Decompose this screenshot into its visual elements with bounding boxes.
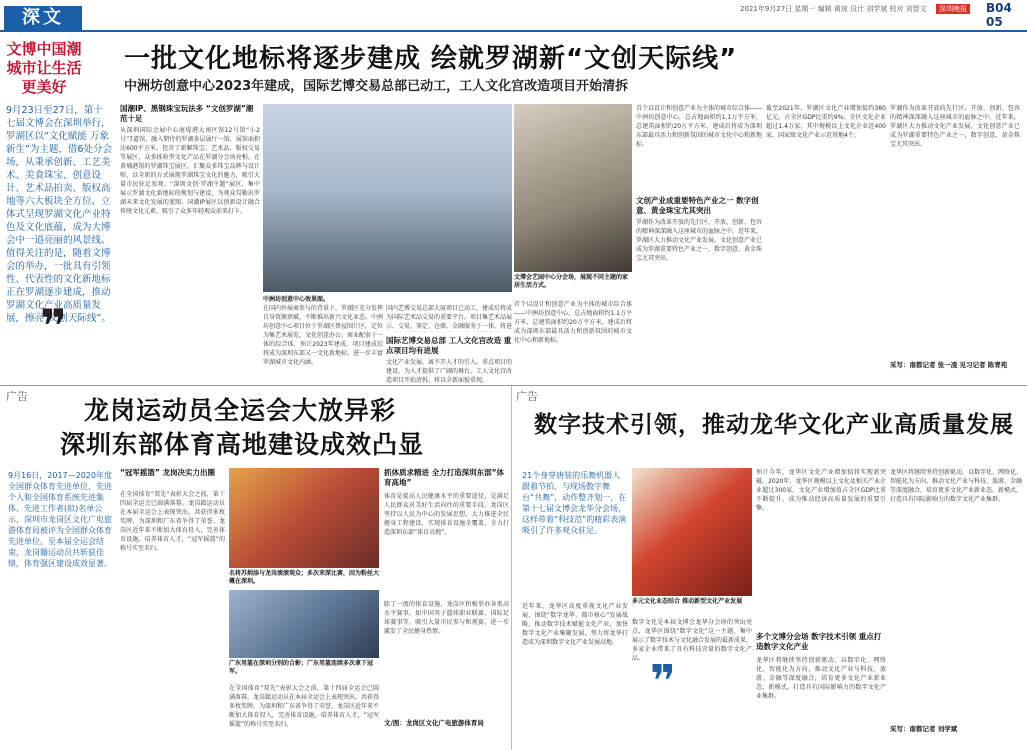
col9-text: 罗湖作为改革开放的先行区，开放、创新、包容的精神深深融入这座城市的血脉之中。近年来，罗湖区大力推动文化产业发展，文化创意产业已成为罗湖重要特色产业之一，数字创意、黄金珠宝尤其突出。 <box>890 105 1020 148</box>
lion-dance-photo <box>632 468 752 596</box>
ad-right-col1: 数字文化是本届文博会龙华分会场的突出亮点，龙华区围绕“数字文化”这一主题，集中展示了数字技术与文化融合发展的最新成果，多家企业带来了具有科技含量的数字文化产品。 <box>632 619 752 662</box>
photo-left-caption: 中洲坊创意中心效果图。 <box>263 296 330 303</box>
ad-right-col3b: 龙华区将继续坚持创新驱动，以数字化、网络化、智能化为方向，推动文化产业与科技、旅游、金融等深度融合，培育更多文化产业新业态、新模式，打造具有国际影响力的数字文化产业集群。 <box>756 657 886 700</box>
top-byline: 采写：南都记者 张一凌 见习记者 陈青苑 <box>890 361 1008 369</box>
ad-left-col1: 在全国体育“双先”表彰大会之前，第十四届全运会已圆满落幕。龙岗籍运动员在本届全运会上表现突出，共获得多枚奖牌，为深圳和广东省争得了荣誉。龙岗区近年来不断加大体育投入，完善体育设施，培养体育人才，“冠军摇篮”的称号实至名归。 <box>120 491 225 552</box>
quote-mark-icon: ❞ <box>40 299 67 353</box>
ad-left-byline: 文/图：龙岗区文化广电旅游体育局 <box>384 719 484 727</box>
ad-divider <box>511 386 512 750</box>
col5-subtitle: 国际艺博交易总部 工人文化宫改造 重点项目均有进展 <box>386 336 512 355</box>
ad-left-lead: 9月16日，2017—2020年度全国群众体育先进单位、先进个人和全国体育系统先进集体、先进工作者(拟)名单公示，深圳市龙岗区文化广电旅游体育局被评为全国群众体育先进单位。至本届全运会结束，龙岗籍运动员共斩获佳绩，体育强区建设成效显著。 <box>8 471 112 568</box>
ad-left-col4: 除了一流的体育设施，龙岗区积极举办各类高水平赛事，如中国男子篮球职业联赛、国际足球赛事等，吸引大量市民参与和观赛，进一步激发了全民健身热情。 <box>384 601 509 635</box>
col1-subtitle: 国潮IP、黑钢珠宝玩法多 “文创罗湖”潮范十足 <box>120 104 254 123</box>
ad-left-col3: 体育是提高人民健康水平的重要途径，是满足人民群众对美好生活向往的重要手段。龙岗区坚持以人民为中心的发展思想，大力推进全民健身工程建设，实现体育设施全覆盖，全力打造深圳东部“体育高地”。 <box>384 493 509 536</box>
dateline: 2021年9月27日 星期一 编辑 黄琼 设计 刘学斌 校对 刘智文 <box>740 5 927 13</box>
col7-subtitle: 文创产业成重要特色产业之一 数字创意、黄金珠宝尤其突出 <box>636 196 759 215</box>
ad-left-sub1: “冠军摇篮” 龙岗决实力出圈 <box>120 468 215 477</box>
section-divider <box>0 385 1027 386</box>
ad-left-caption1: 名将苏炳添与龙岗滚滚观众；多次来深比赛，因为粉丝大概在深圳。 <box>229 570 380 585</box>
ad-left-title-1: 龙岗运动员全运会大放异彩 <box>84 396 397 425</box>
section-tag: 深文 <box>4 6 82 30</box>
ad-left-caption2: 广东男篮在深圳分别的合影；广东男篮连续多次拿下冠军。 <box>229 660 374 675</box>
col5b-text: 首个以设计和创意产业为主体的城市综合体——中洲坊创意中心，总占地面积约1.1万平方米，总建筑面积约20万平方米，建成后将成为深圳东部最具活力和创新氛围的城市文化中心和新地标。 <box>514 301 632 344</box>
ad-right-byline: 采写：南都记者 刘学斌 <box>890 725 958 733</box>
ad-right-caption: 多元文化业态结合 推动新型文化产业发展 <box>632 598 743 605</box>
team-photo <box>229 590 379 658</box>
top-lead: 9月23日至27日，第十七届文博会在深圳举行，罗湖区以“文化赋能 万象新生”为主题，借6处分会场，从秉承创新、工艺美术、美食珠宝、创意设计、艺术品拍卖、版权高地等六大板块全方位、立体式呈现罗湖文化产业特色及文化底蕴，成为大博会中一道亮丽的风景线。值得关注的是，随着文博会的举办，一批具有引领性、代表性的文化新地标正在罗湖逐步建成，推动罗湖文化产业高质量发展，擦亮“文创天际线”。 <box>6 105 112 324</box>
ad-right-title: 数字技术引领，推动龙华文化产业高质量发展 <box>534 412 1014 438</box>
page-subhead: 中洲坊创意中心2023年建成，国际艺博交易总部已动工，工人文化宫改造项目开始清拆 <box>124 79 629 94</box>
page-number: B04 05 <box>986 1 1012 29</box>
ad-right-tag: 广告 <box>516 390 538 403</box>
col3-text: 在国内外展商参与的背景下，罗湖区充分发挥自身资源禀赋，不断推出新兴文化业态。中洲坊创意中心项目位于罗湖区蔡屋围片区，定位为集艺术展览、文化创意办公、商业配套于一体的综合体，预计2023年建成。项目建成后将成为深圳东部又一文化新地标，进一步丰富罗湖城市文化内涵。 <box>263 305 383 366</box>
paper-name-chip: 深圳晚报 <box>936 4 970 14</box>
photo-right-caption: 文博会艺园中心分会场，展现不同主题的家居生活方式。 <box>514 274 629 289</box>
col6-text: 首个以设计和创意产业为主体的城市综合体——中洲坊创意中心，总占地面积约1.1万平方米，总建筑面积约20万平方米，建成后将成为深圳东部最具活力和创新氛围的城市文化中心和新地标。 <box>636 105 762 148</box>
ad-right-col3: 预计今年，龙华区文化产业增加值将实现新突破。2020年，龙华区规模以上文化及相关产业企业超过300家，文化产业增加值占全区GDP比重不断提升，成为推动经济高质量发展的重要引擎。 <box>756 469 886 512</box>
top-rule <box>0 30 1027 32</box>
quote-mark-blue-icon: ❞ <box>650 656 676 707</box>
col1-text: 从深圳国际会展中心南堤港大南区馆12号馆“小2号”7道馆，融入期待的罗湖多层展厅一馆，展馆面积达600平方米。包含了新颖珠宝、艺术品、版权交易等展区，众多体验型文化产品在罗湖分会场亮相。在黄埔港馆的罗湖珠宝展区，汇聚众多珠宝品牌与设计师，以全新的方式展现罗湖珠宝文化的魅力，吸引大量市民驻足参观。“深圳文创·罗湖主题”展区，集中展示罗湖文化新地标的规划与建设，为观众勾勒出罗湖未来文化发展的蓝图。国潮IP展区以创新设计融合传统文化元素，吸引了众多年轻观众前来打卡。 <box>120 127 260 215</box>
ad-left-tag: 广告 <box>6 390 28 403</box>
athlete-photo <box>229 468 379 568</box>
col5-text: 文化产业发展，离不开人才的引入。重点项目的建设，为人才提供了广阔的舞台。工人文化宫改造项目开始清拆，将以全新面貌重现。 <box>386 359 512 384</box>
ad-left-title-2: 深圳东部体育高地建设成效凸显 <box>60 430 425 459</box>
page-headline: 一批文化地标将逐步建成 绘就罗湖新“文创天际线” <box>124 44 738 74</box>
col7-text: 罗湖作为改革开放的先行区，开放、创新、包容的精神深深融入这座城市的血脉之中。近年来，罗湖区大力推动文化产业发展，文化创意产业已成为罗湖重要特色产业之一，数字创意、黄金珠宝尤其突出。 <box>636 219 762 262</box>
expo-logo: 文博中国潮 城市让生活更美好 <box>6 40 82 96</box>
ad-right-lead: 21个身穿唐装的乐舞机器人跟着节拍，与现场数字舞台“共舞”，动作整齐划一，在第十七届文博会龙华分会场，这样带着“科技范”的精彩表演吸引了许多观众驻足。 <box>522 471 627 535</box>
ad-right-sub: 多个文博分会场 数字技术引领 重点打造数字文化产业 <box>756 632 882 651</box>
ad-right-col4: 龙华区将继续坚持创新驱动，以数字化、网络化、智能化为方向，推动文化产业与科技、旅游、金融等深度融合，培育更多文化产业新业态、新模式，打造具有国际影响力的数字文化产业集群。 <box>890 469 1022 503</box>
col8-text: 截至2021年，罗湖区文化产业增加值约380亿元，占全区GDP比重约9%。全区文化企业超过1.4万家，其中规模以上文化企业近400家，国家级文化产业示范基地4个。 <box>766 105 886 139</box>
building-rendering-photo <box>263 104 512 292</box>
ad-left-sub2: 抓体质求精进 全力打造深圳东部“体育高地” <box>384 468 505 487</box>
ad-left-col2: 在全国体育“双先”表彰大会之前，第十四届全运会已圆满落幕。龙岗籍运动员在本届全运会上表现突出，共获得多枚奖牌，为深圳和广东省争得了荣誉。龙岗区近年来不断加大体育投入，完善体育设施，培养体育人才，“冠军摇篮”的称号实至名归。 <box>229 685 379 728</box>
col4-text: 国内艺博交易总部大厦项目已动工，建成后将成为国际艺术品交易的重要平台。项目集艺术品展示、交易、鉴定、仓储、金融服务于一体，将进 <box>386 305 512 330</box>
showroom-photo <box>514 104 632 272</box>
ad-right-col2: 近年来，龙华区高度重视文化产业发展，围绕“数字龙华、都市核心”发展战略，推动数字技术赋能文化产业，加快数字文化产业集聚发展，努力将龙华打造成为深圳数字文化产业发展高地。 <box>522 603 628 646</box>
